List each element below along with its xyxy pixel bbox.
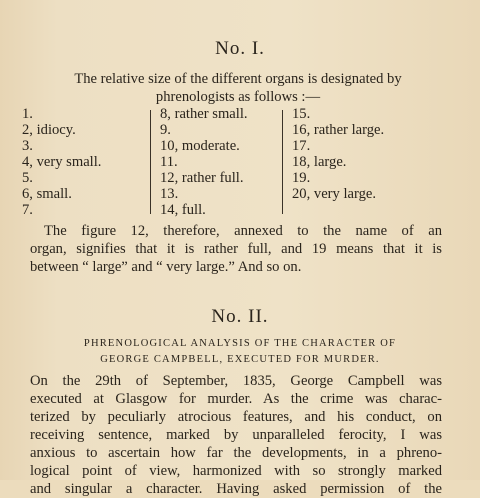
scale-entry: 6, small. xyxy=(22,186,72,202)
scale-entry: 16, rather large. xyxy=(292,122,385,138)
paragraph-line: organ, signifies that it is rather full, and 19 means that it is xyxy=(30,241,442,257)
scale-entry: 10, moderate. xyxy=(160,138,240,154)
scale-entry: 14, full. xyxy=(160,202,206,218)
paragraph-line: The figure 12, therefore, annexed to the name of an xyxy=(44,223,442,239)
section-heading-1: No. I. xyxy=(215,38,265,59)
paragraph-line: terized by peculiarly atrocious features, and his conduct, on xyxy=(30,409,442,425)
scale-entry: 7. xyxy=(22,202,33,218)
intro-line: phrenologists as follows :— xyxy=(155,89,321,105)
paragraph-line: between “ large” and “ very large.” And so on. xyxy=(30,259,302,275)
paragraph-line: logical point of view, harmonized with so strongly marked xyxy=(30,463,442,479)
paragraph-line: executed at Glasgow for murder. As the crime was charac- xyxy=(30,391,442,407)
scale-entry: 18, large. xyxy=(292,154,347,170)
paragraph-line: receiving sentence, marked by unparalleled ferocity, I was xyxy=(30,427,442,443)
scale-column-2 xyxy=(160,106,248,218)
subtitle-line: PHRENOLOGICAL ANALYSIS OF THE CHARACTER OF xyxy=(83,338,397,349)
column-divider xyxy=(150,110,151,214)
intro-line: The relative size of the different organs is designated by xyxy=(74,71,402,87)
scale-entry: 5. xyxy=(22,170,33,186)
scale-entry: 20, very large. xyxy=(292,186,377,202)
paragraph-line: and singular a character. Having asked permission of the xyxy=(30,481,442,497)
scale-entry: 17. xyxy=(292,138,311,154)
subtitle-line: GEORGE CAMPBELL, EXECUTED FOR MURDER. xyxy=(100,354,380,365)
scale-entry: 2, idiocy. xyxy=(22,122,76,138)
scale-entry: 1. xyxy=(22,106,33,122)
section-heading-2: No. II. xyxy=(211,306,269,327)
section-subtitle xyxy=(0,336,480,368)
explanation-paragraph xyxy=(30,222,442,276)
scale-entry: 19. xyxy=(292,170,311,186)
scale-entry: 8, rather small. xyxy=(160,106,248,122)
scale-entry: 11. xyxy=(160,154,178,170)
scale-entry: 15. xyxy=(292,106,311,122)
paragraph-line: On the 29th of September, 1835, George Campbell was xyxy=(30,373,442,389)
intro-text xyxy=(28,70,448,106)
scale-entry: 12, rather full. xyxy=(160,170,244,186)
body-paragraph xyxy=(30,372,442,498)
paragraph-line: anxious to ascertain how far the developments, in a phreno- xyxy=(30,445,442,461)
scale-column-3 xyxy=(292,106,384,202)
column-divider xyxy=(282,110,283,214)
scale-column-1 xyxy=(22,106,101,218)
scale-entry: 9. xyxy=(160,122,171,138)
scale-entry: 13. xyxy=(160,186,179,202)
scale-entry: 4, very small. xyxy=(22,154,102,170)
organ-size-scale-table xyxy=(22,106,442,218)
scale-entry: 3. xyxy=(22,138,33,154)
